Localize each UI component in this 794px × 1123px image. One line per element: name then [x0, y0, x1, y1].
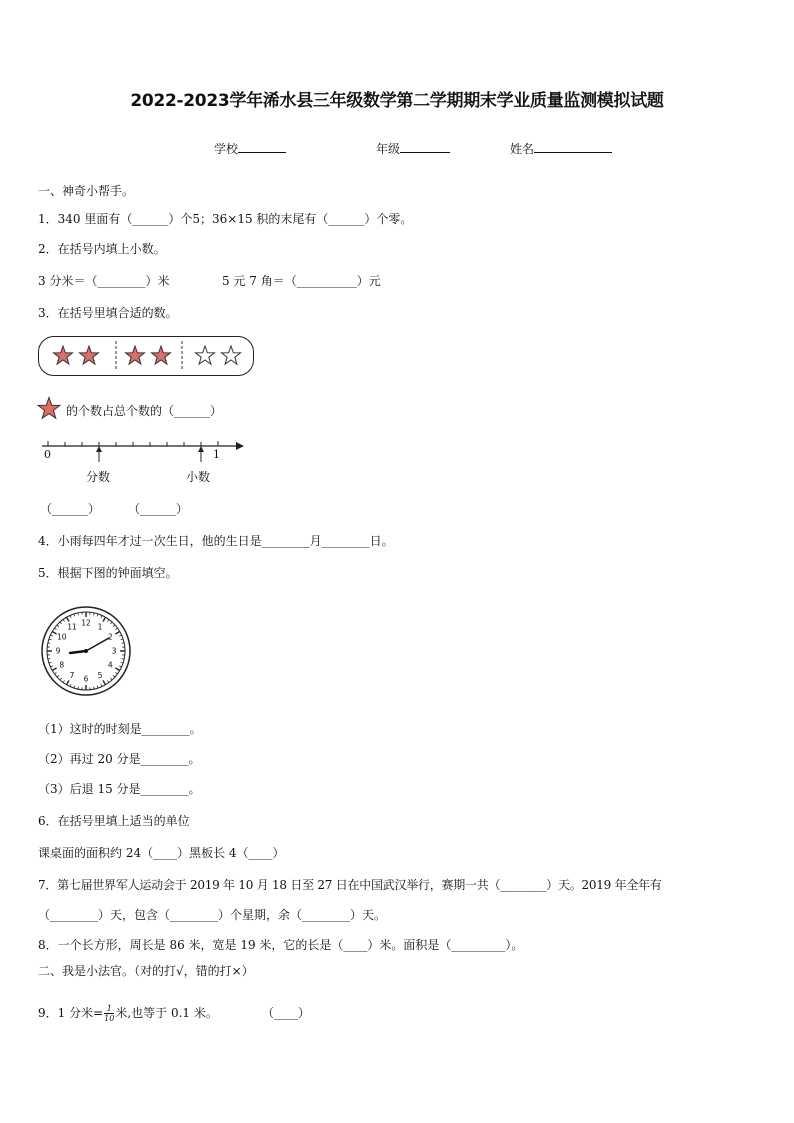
- star-filled-icon: [54, 346, 73, 364]
- decimal-pointer-arrow-icon: [198, 446, 204, 452]
- number-line: [38, 436, 248, 496]
- label-decimal: 小数: [186, 470, 211, 484]
- school-blank[interactable]: [238, 140, 286, 153]
- clock-number: 1: [97, 622, 103, 632]
- clock-number: 9: [55, 646, 61, 656]
- grade-field: [376, 140, 450, 157]
- clock-tick: [122, 659, 124, 660]
- clock-number: 5: [97, 670, 103, 680]
- number-line-arrow-icon: [236, 442, 244, 450]
- question-9-suffix: 米,也等于 0.1 米。: [115, 1006, 218, 1020]
- question-2b: 5 元 7 角＝（__________）元: [222, 274, 381, 288]
- clock-number: 10: [56, 632, 67, 642]
- question-7-line-2: （________）天，包含（________）个星期，余（________）天。: [38, 908, 387, 922]
- star-strip: [38, 336, 254, 376]
- clock-number: 11: [67, 622, 77, 632]
- clock-center: [84, 649, 88, 653]
- question-5-2: （2）再过 20 分是________。: [38, 752, 201, 766]
- name-label: 姓名: [510, 142, 535, 156]
- clock-number: 2: [107, 632, 113, 642]
- question-2: 2．在括号内填上小数。: [38, 242, 166, 256]
- question-6a: 课桌面的面积约 24（____）黑板长 4（____）: [38, 846, 285, 860]
- clock-tick: [78, 613, 79, 615]
- clock-number: 3: [111, 646, 117, 656]
- school-field: [214, 140, 286, 157]
- name-blank[interactable]: [534, 140, 612, 153]
- question-3-star-text: 的个数占总个数的（______）: [66, 404, 223, 418]
- section-2-heading: 二、我是小法官。（对的打√，错的打×）: [38, 964, 254, 978]
- clock-tick: [94, 687, 95, 689]
- question-2a: 3 分米＝（________）米: [38, 274, 170, 288]
- fraction-numerator: 1: [104, 1004, 114, 1014]
- question-1: 1．340 里面有（______）个5；36×15 积的末尾有（______）个零。: [38, 212, 413, 226]
- number-line-zero: 0: [44, 448, 51, 461]
- clock-tick: [48, 659, 50, 660]
- section-1-heading: 一、神奇小帮手。: [38, 184, 135, 198]
- question-9-answer[interactable]: （____）: [262, 1006, 311, 1020]
- fraction-one-tenth: [104, 1004, 114, 1023]
- question-5-1: （1）这时的时刻是________。: [38, 722, 202, 736]
- question-8: 8．一个长方形，周长是 86 米，宽是 19 米，它的长是（____）米。面积是（_________）。: [38, 938, 524, 952]
- star-filled-icon: [126, 346, 145, 364]
- fraction-denominator: 10: [104, 1014, 115, 1023]
- clock-tick: [122, 643, 124, 644]
- question-6: 6．在括号里填上适当的单位: [38, 814, 190, 828]
- question-7-line-1: 7．第七届世界军人运动会于 2019 年 10 月 18 日至 27 日在中国武汉举行，赛期一共（________）天。2019 年全年有: [38, 878, 662, 892]
- grade-blank[interactable]: [400, 140, 450, 153]
- question-4: 4．小雨每四年才过一次生日，他的生日是________月________日。: [38, 534, 394, 548]
- clock-number: 12: [81, 618, 91, 628]
- clock-number: 4: [107, 660, 113, 670]
- label-fraction: 分数: [86, 470, 111, 484]
- star-empty-icon: [222, 346, 241, 364]
- question-5-3: （3）后退 15 分是________。: [38, 782, 201, 796]
- grade-label: 年级: [376, 142, 401, 156]
- clock-tick: [94, 613, 95, 615]
- name-field: [510, 140, 612, 157]
- question-9-prefix: 9．1 分米=: [38, 1006, 104, 1020]
- number-line-ticks: [48, 441, 218, 446]
- clock-face: [40, 605, 132, 697]
- star-strip-drawing: [39, 337, 253, 375]
- clock-number: 7: [69, 670, 75, 680]
- question-5: 5．根据下图的钟面填空。: [38, 566, 178, 580]
- school-label: 学校: [214, 142, 239, 156]
- page-title: 2022-2023学年浠水县三年级数学第二学期期末学业质量监测模拟试题: [130, 91, 664, 111]
- clock-number: 8: [59, 660, 65, 670]
- star-filled-icon: [80, 346, 99, 364]
- clock-tick: [78, 687, 79, 689]
- star-empty-icon: [196, 346, 215, 364]
- star-filled-icon: [152, 346, 171, 364]
- fraction-pointer-arrow-icon: [96, 446, 102, 452]
- question-3: 3．在括号里填合适的数。: [38, 306, 178, 320]
- clock-number: 6: [83, 674, 89, 684]
- star-filled-icon: [36, 396, 62, 422]
- question-9: [38, 1004, 218, 1023]
- number-line-one: 1: [213, 448, 220, 461]
- answer-decimal[interactable]: （______）: [128, 502, 189, 516]
- clock-tick: [48, 643, 50, 644]
- answer-fraction[interactable]: （______）: [40, 502, 101, 516]
